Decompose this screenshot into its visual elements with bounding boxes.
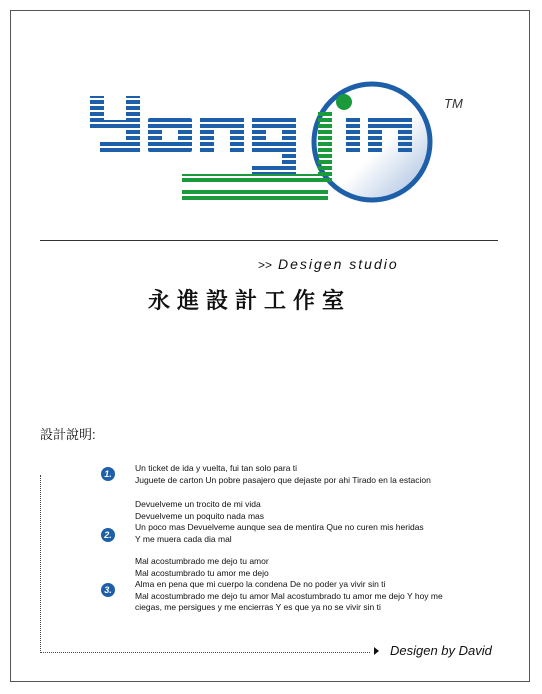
paragraph-line: Un poco mas Devuelveme aunque sea de mentira Que no curen mis heridas [135,522,424,533]
dotted-horizontal-line [40,652,370,653]
paragraph-line: Devuelveme un trocito de mi vida [135,499,261,509]
paragraph-3 [135,556,443,614]
number-badge-2: 2. [101,528,115,542]
paragraph-line: Alma en pena que mi cuerpo la condena De no poder ya vivir sin ti [135,579,386,590]
paragraph-line: Y me muera cada dia mal [135,533,232,544]
paragraph-line: Mal acostumbrado me dejo tu amor [135,556,269,566]
yongjin-logo [70,70,450,220]
paragraph-1 [135,463,431,486]
trademark-mark: TM [444,96,463,111]
paragraph-line: Mal acostumbrado tu amor me dejo [135,567,269,578]
triangle-arrow-icon [374,647,379,655]
arrows-glyph: >> [258,258,273,272]
divider-line [40,240,498,241]
studio-text: Desigen studio [278,256,399,272]
paragraph-line: ciegas, me persigues y me encierras Y es que ya no se vivir sin ti [135,602,381,613]
studio-line [258,256,399,272]
green-dot [336,94,352,110]
paragraph-line: Un ticket de ida y vuelta, fui tan solo para ti [135,463,298,473]
number-badge-3: 3. [101,583,115,597]
number-badge-1: 1. [101,467,115,481]
paragraph-line: Mal acostumbrado me dejo tu amor Mal acostumbrado tu amor me dejo Y hoy me [135,590,443,601]
description-heading: 設計說明: [40,427,96,442]
paragraph-line: Devuelveme un poquito nada mas [135,510,264,521]
chinese-title: 永進設計工作室 [148,288,352,314]
paragraph-line: Juguete de carton Un pobre pasajero que dejaste por ahi Tirado en la estacion [135,474,431,485]
paragraph-2 [135,499,424,545]
signature: Desigen by David [390,643,492,658]
dotted-vertical-line [40,475,41,653]
